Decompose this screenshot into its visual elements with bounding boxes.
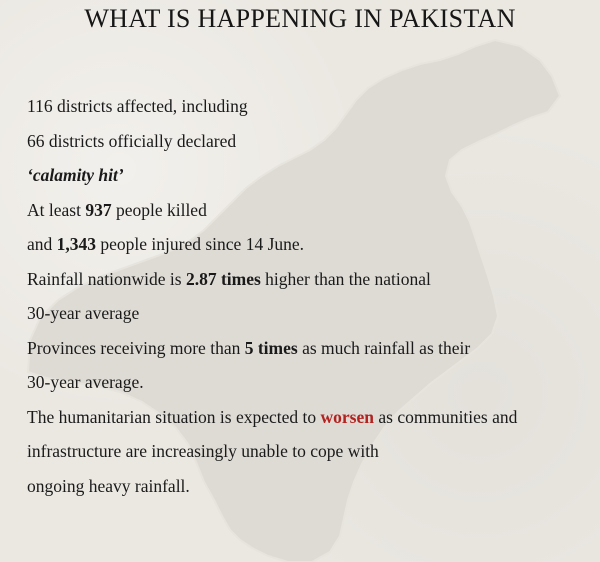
fact-text: as communities and [374,406,518,427]
fact-line [27,230,587,265]
fact-text: infrastructure are increasingly unable to cope with [27,441,379,461]
fact-line [27,196,587,231]
fact-line [27,368,587,403]
fact-text: At least [27,199,86,220]
fact-line [27,265,587,300]
fact-highlight: 2.87 times [185,268,261,289]
fact-text: 30-year average [27,303,140,323]
fact-line [27,299,587,334]
fact-text: 116 districts affected, including [27,96,248,116]
fact-text: people injured since 14 June. [96,234,305,254]
fact-text: 66 districts officially declared [27,130,237,151]
fact-text: Rainfall nationwide is [27,268,186,289]
fact-line [27,437,587,472]
fact-highlight: 1,343 [56,234,97,254]
fact-text: 30-year average. [27,372,144,392]
fact-text: The humanitarian situation is expected to [27,406,321,427]
fact-highlight: ‘calamity hit’ [27,165,124,185]
fact-text: people killed [111,199,207,220]
fact-line [27,472,587,507]
fact-text: and [27,234,57,254]
fact-line [27,92,587,127]
fact-line [27,161,587,196]
fact-text: Provinces receiving more than [27,337,245,358]
fact-line [27,334,587,369]
fact-line [27,127,587,162]
fact-highlight: 937 [85,199,112,220]
fact-text: ongoing heavy rainfall. [27,475,190,496]
facts-list [27,92,587,506]
fact-highlight: 5 times [244,337,298,358]
fact-text: higher than the national [260,268,431,289]
fact-line [27,403,587,438]
fact-text: as much rainfall as their [297,337,471,358]
fact-highlight: worsen [320,406,374,427]
page-title: WHAT IS HAPPENING IN PAKISTAN [84,4,516,33]
